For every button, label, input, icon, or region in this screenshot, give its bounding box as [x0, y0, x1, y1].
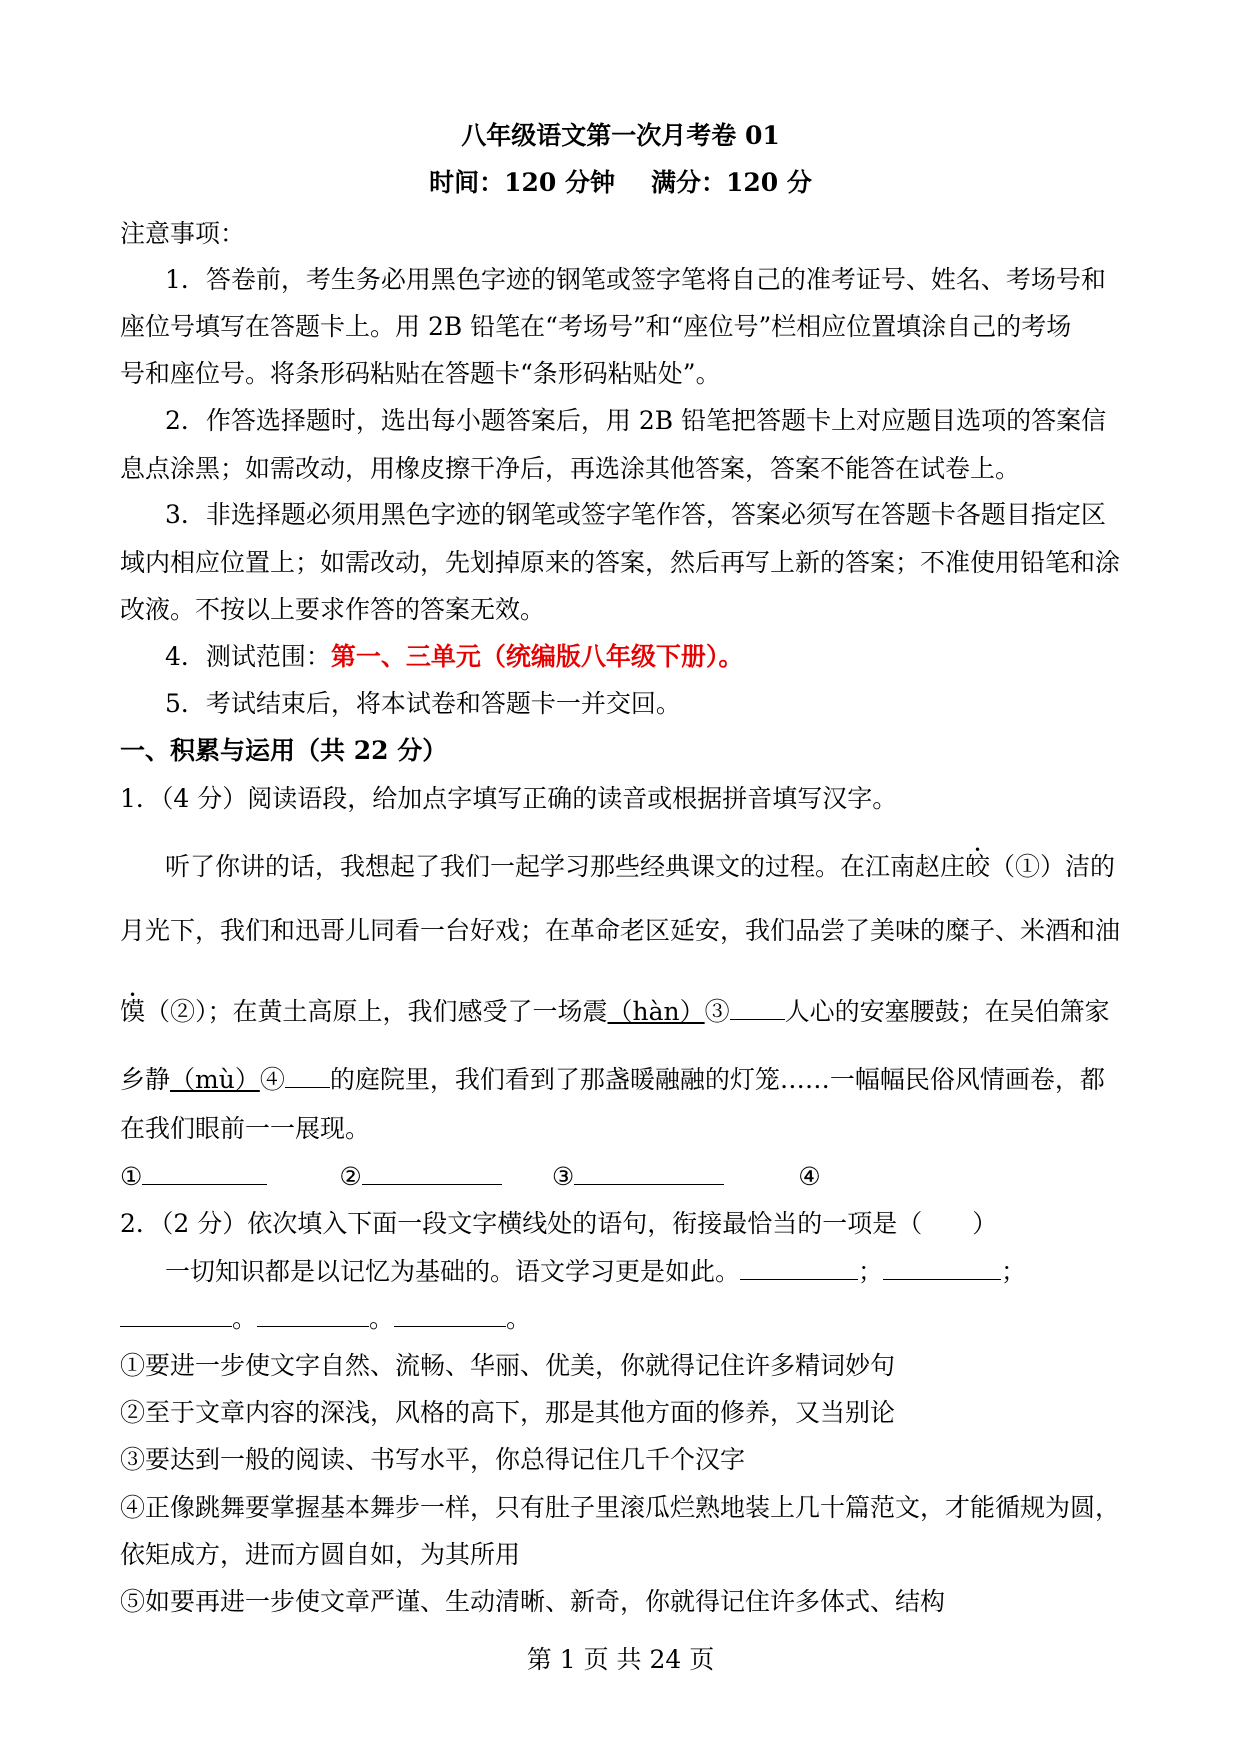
answer-blank-3[interactable] — [574, 1160, 724, 1185]
score-label: 满分：120 分 — [651, 168, 812, 197]
notes-heading: 注意事项： — [120, 219, 246, 248]
note-5: 5．考试结束后，将本试卷和答题卡一并交回。 — [165, 689, 681, 718]
q2-passage-line-1: 一切知识都是以记忆为基础的。语文学习更是如此。 ； ； — [165, 1257, 1027, 1286]
note-4 — [165, 639, 1130, 675]
blank-4[interactable] — [285, 1063, 330, 1088]
time-label: 时间：120 分钟 — [429, 168, 615, 197]
pinyin-mu: （mù） — [170, 1065, 260, 1094]
q2-blank-1[interactable] — [740, 1255, 858, 1280]
exam-info — [0, 165, 1241, 201]
note-4-prefix: 4．测试范围： — [165, 642, 331, 671]
answer-blank-2[interactable] — [362, 1160, 502, 1185]
question-2-stem: 2．（2 分）依次填入下面一段文字横线处的语句，衔接最恰当的一项是（ ） — [120, 1209, 998, 1238]
page-footer: 第 1 页 共 24 页 — [526, 1645, 715, 1674]
section-1-heading: 一、积累与运用（共 22 分） — [120, 736, 448, 765]
q1-passage-line-2: 月光下，我们和迅哥儿同看一台好戏；在革命老区延安，我们品尝了美味的糜子、米酒和油 — [120, 916, 1121, 945]
note-3-line-1: 3．非选择题必须用黑色字迹的钢笔或签字笔作答，答案必须写在答题卡各题目指定区 — [165, 500, 1106, 529]
note-2-line-1: 2．作答选择题时，选出每小题答案后，用 2B 铅笔把答题卡上对应题目选项的答案信 — [165, 406, 1107, 435]
q2-option-3: ③要达到一般的阅读、书写水平，你总得记住几千个汉字 — [120, 1445, 746, 1474]
q2-blank-3[interactable] — [120, 1302, 232, 1327]
note-1-line-1: 1．答卷前，考生务必用黑色字迹的钢笔或签字笔将自己的准考证号、姓名、考场号和 — [165, 265, 1106, 294]
q2-blank-2[interactable] — [883, 1255, 1001, 1280]
q1-answer-row: ① ② ③ ④ — [120, 1162, 821, 1191]
blank-3[interactable] — [730, 995, 785, 1020]
answer-blank-1[interactable] — [142, 1160, 267, 1185]
test-scope: 第一、三单元（统编版八年级下册）。 — [330, 642, 744, 671]
note-1-line-2: 座位号填写在答题卡上。用 2B 铅笔在“考场号”和“座位号”栏相应位置填涂自己的考场 — [120, 312, 1072, 341]
note-3-line-3: 改液。不按以上要求作答的答案无效。 — [120, 595, 546, 624]
q2-option-1: ①要进一步使文字自然、流畅、华丽、优美，你就得记住许多精词妙句 — [120, 1351, 896, 1380]
q2-option-4-line-1: ④正像跳舞要掌握基本舞步一样，只有肚子里滚瓜烂熟地装上几十篇范文，才能循规为圆， — [120, 1493, 1121, 1522]
note-2-line-2: 息点涂黑；如需改动，用橡皮擦干净后，再选涂其他答案，答案不能答在试卷上。 — [120, 454, 1021, 483]
q2-option-4-line-2: 依矩成方，进而方圆自如，为其所用 — [120, 1540, 521, 1569]
pinyin-han: （hàn） — [607, 997, 705, 1026]
dotted-char-1: 皎 — [965, 852, 991, 881]
q1-passage-line-4: 乡静（mù）④ 的庭院里，我们看到了那盏暖融融的灯笼……一幅幅民俗风情画卷，都 — [120, 1065, 1105, 1094]
dotted-char-2: 馍 — [120, 997, 146, 1026]
q2-blank-5[interactable] — [394, 1302, 506, 1327]
q2-option-5: ⑤如要再进一步使文章严谨、生动清晰、新奇，你就得记住许多体式、结构 — [120, 1587, 946, 1616]
question-1-stem: 1．（4 分）阅读语段，给加点字填写正确的读音或根据拼音填写汉字。 — [120, 784, 898, 813]
exam-title: 八年级语文第一次月考卷 01 — [461, 121, 780, 150]
note-3-line-2: 域内相应位置上；如需改动，先划掉原来的答案，然后再写上新的答案；不准使用铅笔和涂 — [120, 548, 1121, 577]
q2-passage-line-2: 。 。 。 — [120, 1301, 1130, 1337]
q2-option-2: ②至于文章内容的深浅，风格的高下，那是其他方面的修养，又当别论 — [120, 1398, 896, 1427]
q1-passage-line-5: 在我们眼前一一展现。 — [120, 1114, 371, 1143]
note-1-line-3: 号和座位号。将条形码粘贴在答题卡“条形码粘贴处”。 — [120, 359, 721, 388]
q1-passage-line-1: 听了你讲的话，我想起了我们一起学习那些经典课文的过程。在江南赵庄皎（①）洁的 — [165, 849, 1130, 885]
q2-blank-4[interactable] — [257, 1302, 369, 1327]
q1-passage-line-3: 馍（②）；在黄土高原上，我们感受了一场震（hàn）③ 人心的安塞腰鼓；在吴伯箫家 — [120, 994, 1130, 1030]
